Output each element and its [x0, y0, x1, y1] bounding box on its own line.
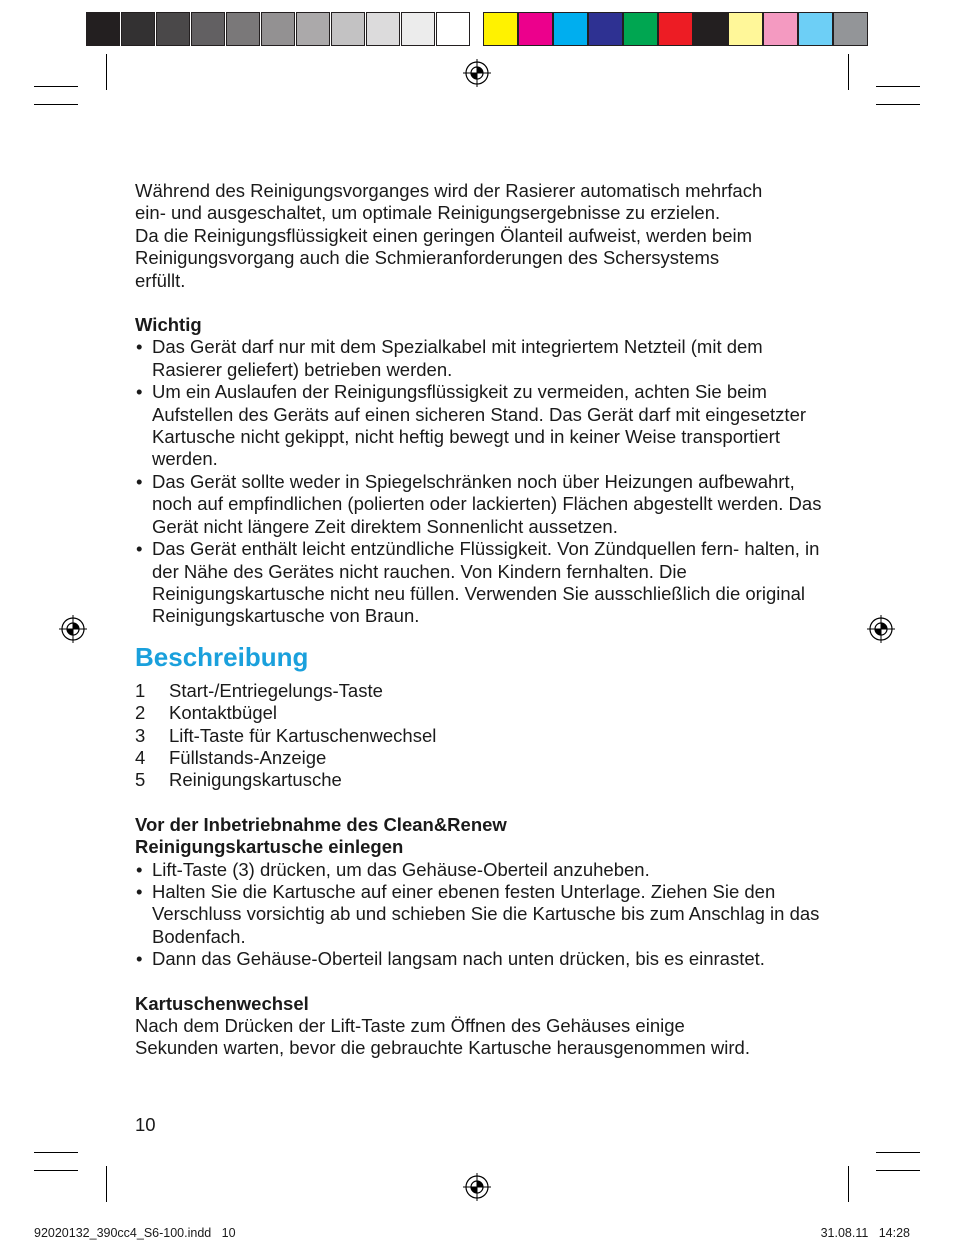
color-swatch	[401, 12, 435, 46]
color-swatch	[191, 12, 225, 46]
item-label: Lift-Taste für Kartuschenwechsel	[169, 724, 437, 746]
crop-mark-top-left-v	[106, 54, 107, 90]
color-swatch	[728, 12, 763, 46]
list-item: • Lift-Taste (3) drücken, um das Gehäuse-Oberteil anzuheben.	[135, 859, 825, 881]
color-swatch	[121, 12, 155, 46]
item-number: 3	[135, 724, 146, 746]
color-swatch	[261, 12, 295, 46]
text-line: Sekunden warten, bevor die gebrauchte Kartusche herausgenommen wird.	[135, 1037, 750, 1059]
color-swatch	[658, 12, 693, 46]
inbetriebnahme-list	[135, 859, 825, 971]
intro-paragraph	[135, 180, 825, 292]
registration-mark-icon	[866, 614, 896, 644]
list-item	[135, 747, 825, 769]
item-label: Start-/Entriegelungs-Taste	[169, 679, 383, 701]
registration-mark-icon	[462, 1172, 492, 1202]
slug-timestamp: 31.08.11 14:28	[820, 1226, 910, 1240]
color-swatch	[553, 12, 588, 46]
text-line: Während des Reinigungsvorganges wird der Rasierer automatisch mehrfach	[135, 180, 763, 201]
color-swatch	[86, 12, 120, 46]
beschreibung-list	[135, 680, 825, 792]
crop-mark-top-left-h	[34, 104, 78, 105]
text-line: Da die Reinigungsflüssigkeit einen geringen Ölanteil aufweist, werden beim	[135, 224, 753, 246]
list-item	[135, 769, 825, 791]
color-swatch	[226, 12, 260, 46]
color-swatch	[156, 12, 190, 46]
color-swatch	[833, 12, 868, 46]
color-swatch	[518, 12, 553, 46]
crop-mark-right-mid	[876, 1152, 920, 1153]
crop-mark-top-right-v	[848, 54, 849, 90]
crop-mark-bottom-right-h	[876, 1170, 920, 1171]
color-swatch	[436, 12, 470, 46]
crop-mark-top-right-h2	[876, 86, 920, 87]
slug-filename: 92020132_390cc4_S6-100.indd 10	[34, 1226, 236, 1240]
inbetriebnahme-subheading: Reinigungskartusche einlegen	[135, 836, 404, 858]
list-item: • Dann das Gehäuse-Oberteil langsam nach unten drücken, bis es einrastet.	[135, 948, 825, 970]
list-item: • Das Gerät enthält leicht entzündliche Flüssigkeit. Von Zündquellen fern- halten, in der Nähe des Gerätes nicht rauchen. Von Kindern fernhalten. Die Reinigungskartusche nicht neu füllen. Verwenden Sie ausschließlich die original Reinigungskartusche von Braun.	[135, 538, 825, 628]
item-number: 1	[135, 679, 146, 701]
item-label: Füllstands-Anzeige	[169, 746, 327, 768]
color-swatch	[331, 12, 365, 46]
crop-mark-bottom-right-v	[848, 1166, 849, 1202]
list-item: • Das Gerät darf nur mit dem Spezialkabel mit integriertem Netzteil (mit dem Rasierer geliefert) betrieben werden.	[135, 336, 825, 381]
color-swatch	[623, 12, 658, 46]
item-number: 2	[135, 702, 146, 724]
text-line: ein- und ausgeschaltet, um optimale Reinigungsergebnisse zu erzielen.	[135, 202, 721, 224]
registration-mark-icon	[58, 614, 88, 644]
wichtig-heading: Wichtig	[135, 314, 202, 336]
color-swatch	[763, 12, 798, 46]
color-swatch	[798, 12, 833, 46]
text-line: erfüllt.	[135, 269, 186, 291]
list-item	[135, 725, 825, 747]
crop-mark-bottom-left-h	[34, 1170, 78, 1171]
color-swatch	[366, 12, 400, 46]
kartuschenwechsel-heading: Kartuschenwechsel	[135, 992, 309, 1014]
text-line: Nach dem Drücken der Lift-Taste zum Öffnen des Gehäuses einige	[135, 1015, 685, 1036]
list-item: • Halten Sie die Kartusche auf einer ebenen festen Unterlage. Ziehen Sie den Verschluss vorsichtig ab und schieben Sie die Kartusche bis zum Anschlag in das Bodenfach.	[135, 881, 825, 948]
item-label: Reinigungskartusche	[169, 769, 342, 791]
wichtig-list	[135, 336, 825, 627]
item-number: 5	[135, 769, 146, 791]
section-title-beschreibung: Beschreibung	[135, 641, 309, 672]
inbetriebnahme-heading: Vor der Inbetriebnahme des Clean&Renew	[135, 813, 507, 835]
list-item: • Um ein Auslaufen der Reinigungsflüssigkeit zu vermeiden, achten Sie beim Aufstellen des Geräts auf einen sicheren Stand. Das Gerät darf mit eingesetzter Kartusche nicht gekippt, nicht heftig bewegt und in keiner Weise transportiert werden.	[135, 381, 825, 471]
color-swatch	[588, 12, 623, 46]
page-number: 10	[135, 1114, 156, 1135]
color-swatch	[296, 12, 330, 46]
item-number: 4	[135, 746, 146, 768]
crop-mark-bottom-left-v	[106, 1166, 107, 1202]
crop-mark-top-right-h	[876, 104, 920, 105]
color-swatch	[483, 12, 518, 46]
crop-mark-top-left-h2	[34, 86, 78, 87]
text-line: Reinigungsvorgang auch die Schmieranforderungen des Schersystems	[135, 247, 720, 269]
color-swatch	[693, 12, 728, 46]
item-label: Kontaktbügel	[169, 702, 278, 724]
list-item	[135, 680, 825, 702]
crop-mark-left-mid	[34, 1152, 78, 1153]
page-content	[135, 180, 825, 1060]
list-item	[135, 702, 825, 724]
registration-mark-icon	[462, 58, 492, 88]
list-item: • Das Gerät sollte weder in Spiegelschränken noch über Heizungen aufbewahrt, noch auf empfindlichen (polierten oder lackierten) Flächen abgestellt werden. Das Gerät nicht längere Zeit direktem Sonnenlicht aussetzen.	[135, 471, 825, 538]
